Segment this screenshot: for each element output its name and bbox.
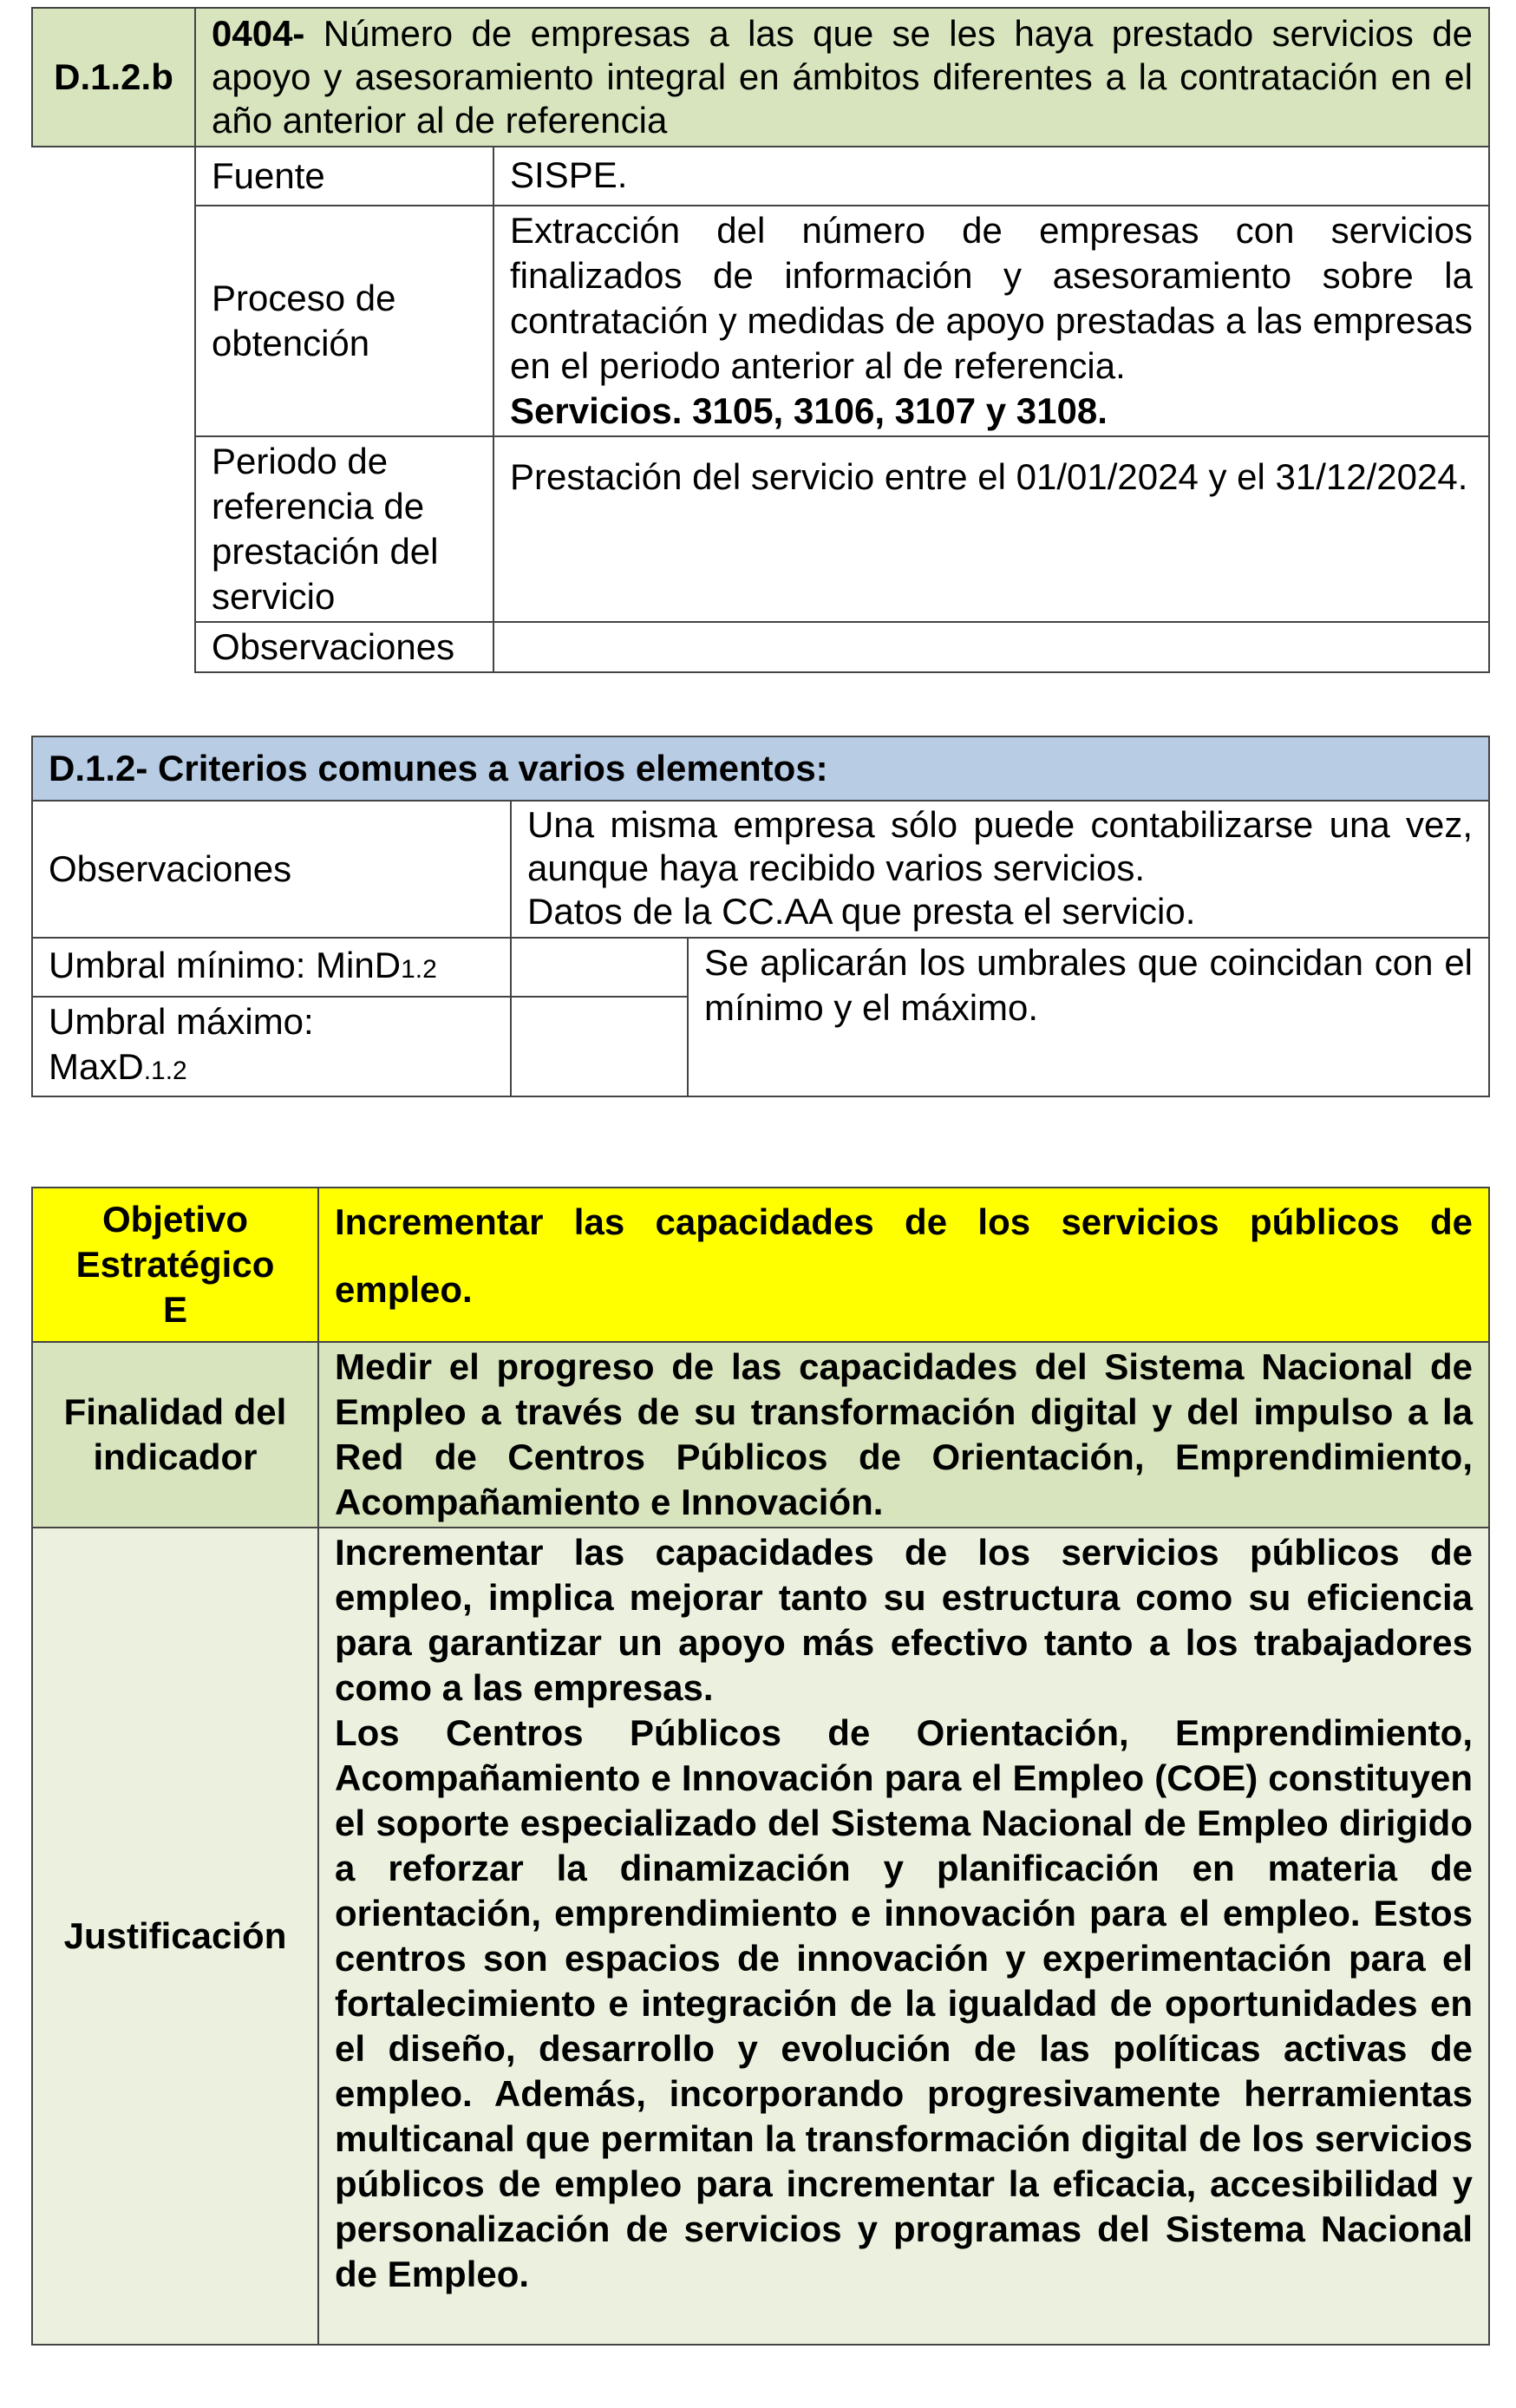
justificacion-paragraph-1: Incrementar las capacidades de los servicios públicos de empleo, implica mejorar tanto su estructura como su eficiencia para garantizar un apoyo más efectivo tanto a los trabajadores como a las empresas. — [335, 1532, 1473, 1708]
umbral-minimo-text: Umbral mínimo: MinD — [49, 944, 402, 985]
indicator-title: Número de empresas a las que se les haya prestado servicios de apoyo y asesoramiento integral en ámbitos diferentes a la contratación en el año anterior al de referencia — [212, 13, 1473, 141]
justificacion-label: Justificación — [32, 1528, 318, 2345]
objetivo-table — [31, 1187, 1490, 2346]
row-value: SISPE. — [493, 147, 1489, 206]
indicator-0404-table — [31, 7, 1490, 673]
row-value: Prestación del servicio entre el 01/01/2024 y el 31/12/2024. — [493, 436, 1489, 622]
indicator-number: 0404- — [212, 13, 305, 54]
criteria-header — [32, 736, 1489, 801]
umbral-note: Se aplicarán los umbrales que coincidan con el mínimo y el máximo. — [688, 938, 1489, 1096]
justificacion-paragraph-2: Los Centros Públicos de Orientación, Emprendimiento, Acompañamiento e Innovación para el Empleo (COE) constituyen el soporte especializado del Sistema Nacional de Empleo dirigido a reforzar la dinamización y planificación en materia de orientación, emprendimiento e innovación para el empleo. Estos centros son espacios de innovación y experimentación para el fortalecimiento e integración de la igualdad de oportunidades en el diseño, desarrollo y evolución de las políticas activas de empleo. Además, incorporando progresivamente herramientas multicanal que permitan la transformación digital de los servicios públicos de empleo para incrementar la eficacia, accesibilidad y personalización de servicios y programas del Sistema Nacional de Empleo. — [335, 1712, 1473, 2294]
umbral-minimo-label — [32, 938, 511, 997]
umbral-minimo-sub: 1.2 — [401, 954, 437, 984]
objetivo-text: Incrementar las capacidades de los servicios públicos de empleo. — [318, 1188, 1489, 1342]
umbral-minimo-value — [511, 938, 688, 997]
objetivo-label — [32, 1188, 318, 1342]
row-label: Proceso de obtención — [195, 206, 493, 436]
justificacion-text — [318, 1528, 1489, 2345]
row-value-cell — [493, 206, 1489, 436]
row-label: Periodo de referencia de prestación del servicio — [195, 436, 493, 622]
row-value: Extracción del número de empresas con servicios finalizados de información y asesoramiento sobre la contratación y medidas de apoyo prestadas a las empresas en el periodo anterior al de referencia. — [510, 210, 1473, 386]
spacer-cell — [32, 622, 195, 672]
indicator-title-cell — [195, 8, 1489, 147]
umbral-maximo-text-2: MaxD — [49, 1046, 144, 1087]
row-value — [493, 622, 1489, 672]
criteria-header-code: D.1.2 — [49, 748, 136, 788]
objetivo-label-3: E — [162, 1289, 187, 1330]
indicator-code: D.1.2.b — [32, 8, 195, 147]
spacer-cell — [32, 206, 195, 436]
row-label: Observaciones — [195, 622, 493, 672]
umbral-maximo-text-1: Umbral máximo: — [49, 1001, 314, 1042]
umbral-maximo-value — [511, 997, 688, 1096]
spacer-cell — [32, 436, 195, 622]
criteria-header-text: - Criterios comunes a varios elementos: — [135, 748, 828, 788]
row-label: Fuente — [195, 147, 493, 206]
row-value-services: Servicios. 3105, 3106, 3107 y 3108. — [510, 390, 1108, 431]
objetivo-label-1: Objetivo — [101, 1199, 249, 1240]
finalidad-label: Finalidad del indicador — [32, 1342, 318, 1528]
observaciones-label: Observaciones — [32, 801, 511, 938]
observaciones-line-1: Una misma empresa sólo puede contabilizarse una vez, aunque haya recibido varios servicios. — [527, 804, 1474, 888]
umbral-maximo-sub: .1.2 — [143, 1057, 187, 1085]
observaciones-value — [511, 801, 1489, 938]
observaciones-line-2: Datos de la CC.AA que presta el servicio. — [527, 891, 1196, 932]
finalidad-text: Medir el progreso de las capacidades del Sistema Nacional de Empleo a través de su transformación digital y del impulso a la Red de Centros Públicos de Orientación, Emprendimiento, Acompañamiento e Innovación. — [318, 1342, 1489, 1528]
objetivo-label-2: Estratégico — [75, 1244, 275, 1285]
spacer-cell — [32, 147, 195, 206]
umbral-maximo-label — [32, 997, 511, 1096]
criteria-table — [31, 736, 1490, 1097]
